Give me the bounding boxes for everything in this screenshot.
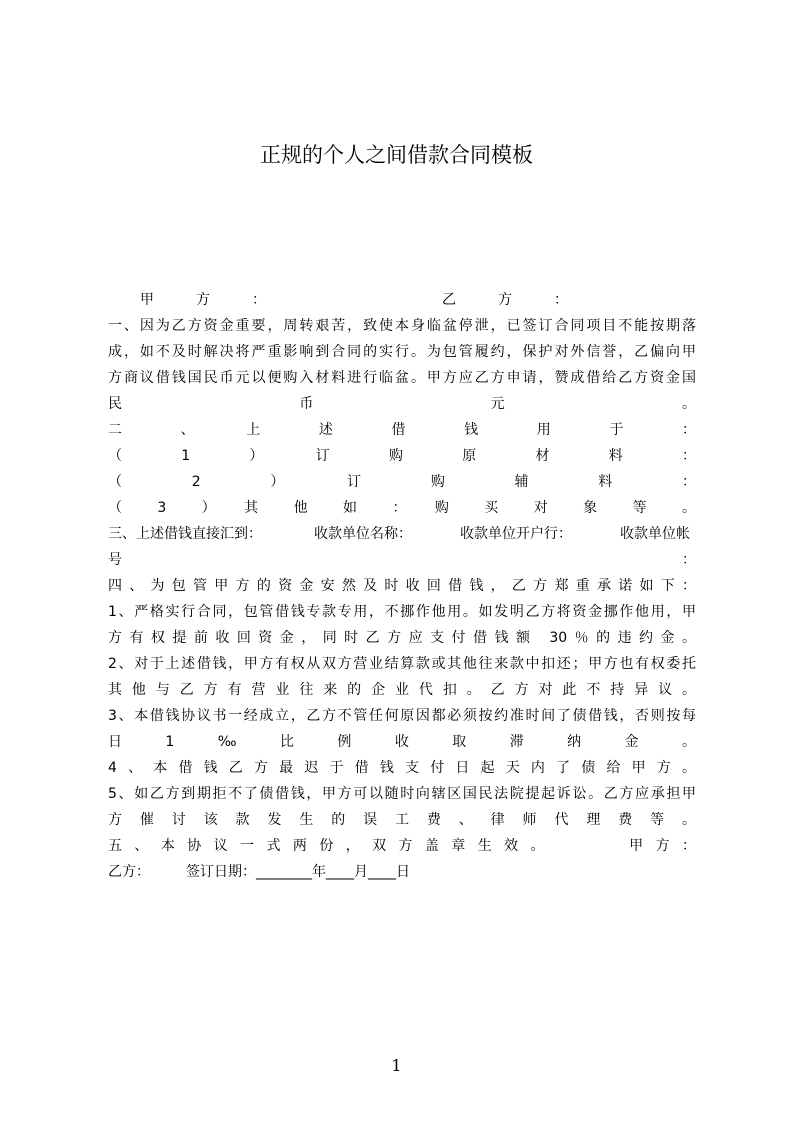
clause-1-line-1: 一、因为乙方资金重要，周转艰苦，致使本身临盆停泄，已签订合同项目不能按期落: [108, 318, 696, 334]
clause-4-item-2-line-1: 2、对于上述借钱，甲方有权从双方营业结算款或其他往来款中扣还；甲方也有权委托: [108, 656, 696, 672]
payee-name-label: 收款单位名称：: [314, 526, 412, 542]
clause-4-item-5-line-2: 方催讨该款发生的误工费、律师代理费等。: [108, 812, 696, 828]
party-a-label: 甲 方 ：: [140, 292, 266, 308]
account-number-line: 号 ：: [108, 552, 696, 568]
document-title: 正规的个人之间借款合同模板: [260, 143, 533, 167]
remit-line: [108, 521, 696, 547]
clause-4-heading: 四、为包管甲方的资金安然及时收回借钱，乙方郑重承诺如下：: [108, 578, 696, 594]
clause-2-item-2: （ 2 ） 订 购 辅 料 ：: [108, 474, 696, 490]
clause-1-line-4: 民 币 元 。: [108, 396, 696, 412]
clause-1-line-3: 方商议借钱国民币元以便购入材料进行临盆。甲方应乙方申请，赞成借给乙方资金国: [108, 370, 696, 386]
payee-account-label: 收款单位帐: [620, 526, 690, 542]
payee-bank-label: 收款单位开户行：: [460, 526, 572, 542]
signature-line: [108, 859, 696, 885]
party-line: [108, 287, 696, 313]
page-number: 1: [391, 1056, 402, 1075]
clause-4-item-3-line-2: 日 1 ‰ 比 例 收 取 滞 纳 金 。: [108, 734, 696, 750]
clause-4-item-3-line-1: 3、本借钱协议书一经成立，乙方不管任何原因都必须按约准时间了债借钱，否则按每: [108, 708, 696, 724]
sign-date: 签订日期：________年____月____日: [186, 864, 410, 880]
clause-5-line: 五、本协议一式两份，双方盖章生效。 甲方：: [108, 838, 696, 854]
document-body: [108, 287, 696, 885]
clause-4-item-4: 4、本借钱乙方最迟于借钱支付日起天内了债给甲方。: [108, 760, 696, 776]
clause-4-item-5-line-1: 5、如乙方到期拒不了债借钱，甲方可以随时向辖区国民法院提起诉讼。乙方应承担甲: [108, 786, 696, 802]
clause-4-item-1-line-1: 1、严格实行合同，包管借钱专款专用，不挪作他用。如发明乙方将资金挪作他用，甲: [108, 604, 696, 620]
clause-4-item-1-line-2: 方有权提前收回资金，同时乙方应支付借钱额 30％的违约金。: [108, 630, 696, 646]
clause-2-item-1: （ 1 ） 订 购 原 材 料 ：: [108, 448, 696, 464]
sign-party-b: 乙方：: [108, 864, 150, 880]
party-b-label: 乙 方 ：: [442, 292, 568, 308]
clause-2-heading: 二 、 上 述 借 钱 用 于 ：: [108, 422, 696, 438]
clause-4-item-2-line-2: 其他与乙方有营业往来的企业代扣。乙方对此不持异议。: [108, 682, 696, 698]
clause-2-item-3: （ 3 ） 其 他 如 ： 购 买 对 象 等 。: [108, 500, 696, 516]
clause-1-line-2: 成，如不及时解决将严重影响到合同的实行。为包管履约，保护对外信誉，乙偏向甲: [108, 344, 696, 360]
remit-label: 三、上述借钱直接汇到：: [108, 526, 262, 542]
